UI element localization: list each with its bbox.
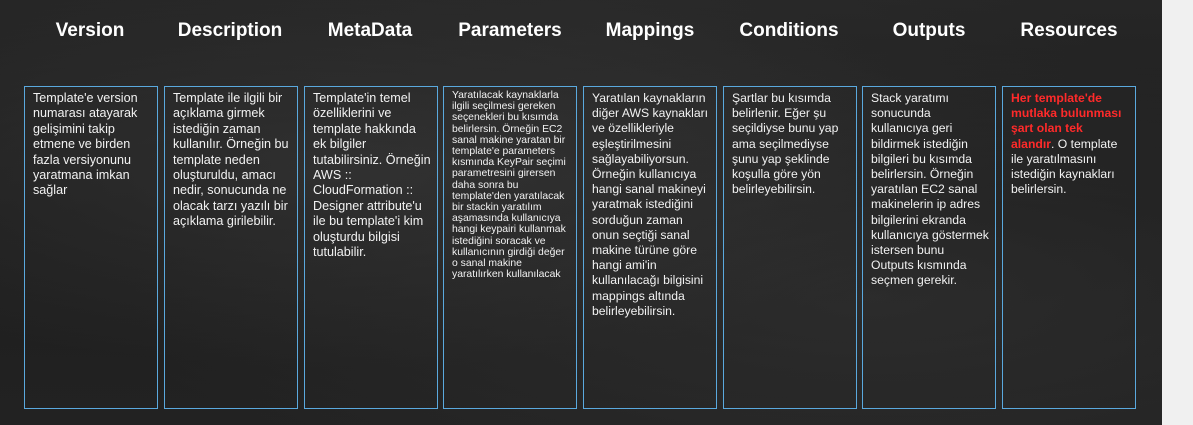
heading-metadata: MetaData <box>327 20 413 41</box>
box-version <box>24 86 158 409</box>
text-metadata: Template'in temel özelliklerini ve template hakkında ek bilgiler tutabilirsiniz. Örneğin AWS :: CloudFormation :: Designer attribute'u ile bu template'i kim oluşturdu bilgisi tutulabilir. <box>313 91 431 260</box>
text-resources-body: . O template ile yaratılmasını istediğin kaynakları belirlersin. <box>1011 136 1118 197</box>
box-parameters <box>443 86 577 409</box>
text-conditions: Şartlar bu kısımda belirlenir. Eğer şu seçildiyse bunu yap ama seçilmediyse şunu yap şeklinde koşulla göre yön belirleyebilirsin. <box>732 91 839 197</box>
heading-outputs: Outputs <box>892 20 966 41</box>
box-metadata <box>304 86 438 409</box>
heading-version: Version <box>55 20 125 41</box>
heading-mappings: Mappings <box>605 20 695 41</box>
heading-resources: Resources <box>1020 20 1118 41</box>
box-outputs <box>862 86 996 409</box>
box-description <box>164 86 298 409</box>
text-mappings: Yaratılan kaynakların diğer AWS kaynakları ve özellikleriyle eşleştirilmesini sağlayabiliyorsun. Örneğin kullanıcıya hangi sanal makineyi yaratmak istediğini sorduğun zaman onun seçtiği sanal makine türüne göre hangi ami'in kullanılacağı bilgisini mappings altında belirleyebilirsin. <box>592 91 709 318</box>
heading-conditions: Conditions <box>739 20 839 41</box>
text-description: Template ile ilgili bir açıklama girmek istediğin zaman kullanılır. Örneğin bu template neden oluşturuldu, amacı nedir, sonucunda ne olacak tarzı yazılı bir açıklama girilebilir. <box>173 91 289 229</box>
heading-parameters: Parameters <box>458 20 562 41</box>
box-conditions <box>723 86 857 409</box>
heading-description: Description <box>177 20 283 41</box>
text-version: Template'e version numarası atayarak gelişimini takip etmene ve birden fazla versiyonunu yaratmana imkan sağlar <box>33 91 138 198</box>
text-outputs: Stack yaratımı sonucunda kullanıcıya geri bildirmek istediğin bilgileri bu kısımda belirlersin. Örneğin yaratılan EC2 sanal makinelerin ip adres bilgilerini ekranda kullanıcıya göstermek istersen bunu Outputs kısmında seçmen gerekir. <box>871 91 989 288</box>
text-resources <box>1011 91 1129 197</box>
box-mappings <box>583 86 717 409</box>
side-strip <box>1162 0 1193 425</box>
text-resources-highlight: Her template'de mutlaka bulunması şart olan tek alandır <box>1011 91 1122 151</box>
box-resources <box>1002 86 1136 409</box>
text-parameters: Yaratılacak kaynaklarla ilgili seçilmesi gereken seçenekleri bu kısımda belirlersin. Örneğin EC2 sanal makine yaratan bir template'e parameters kısmında KeyPair seçimi parametresini girersen daha sonra bu template'den yaratılacak bir stackin yaratılım aşamasında kullanıcıya hangi keypairi kullanmak istediğini soracak ve kullanıcının girdiği değer o sanal makine yaratılırken kullanılacak <box>452 90 566 281</box>
